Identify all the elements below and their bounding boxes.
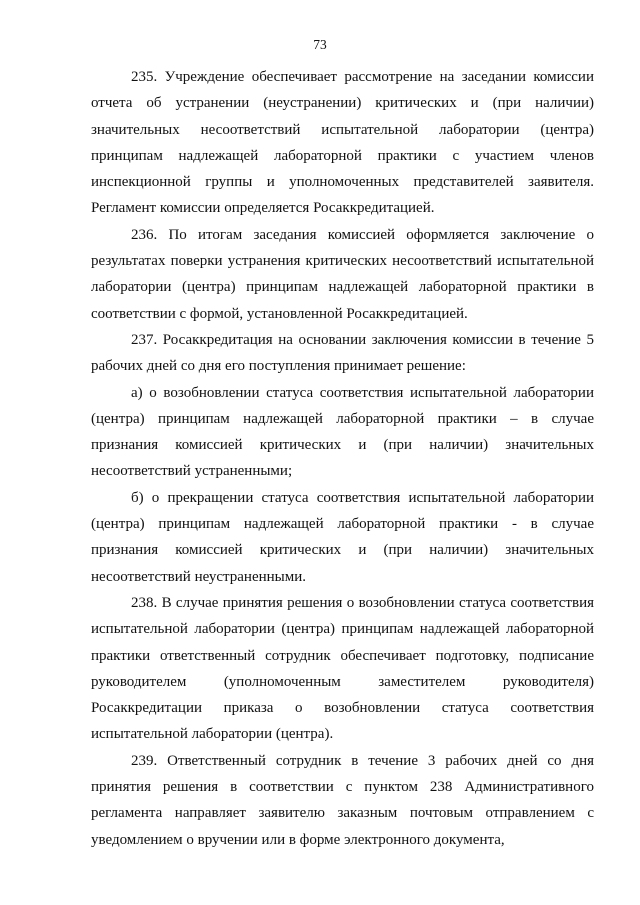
paragraph-237-b: б) о прекращении статуса соответствия испытательной лаборатории (центра) принципам надлежащей лабораторной практики - в случае признания комиссией критических и (при наличии) значительных несоответствий неустраненными. xyxy=(91,489,594,585)
paragraph-237: 237. Росаккредитация на основании заключения комиссии в течение 5 рабочих дней со дня его поступления принимает решение: xyxy=(91,331,594,375)
paragraph-238: 238. В случае принятия решения о возобновлении статуса соответствия испытательной лаборатории (центра) принципам надлежащей лабораторной практики ответственный сотрудник обеспечивает подготовку, подписание руководителем (уполномоченным заместителем руководителя) Росаккредитации приказа о возобновлении статуса соответствия испытательной лаборатории (центра). xyxy=(91,594,594,743)
paragraph-235: 235. Учреждение обеспечивает рассмотрение на заседании комиссии отчета об устранении (неустранении) критических и (при наличии) значительных несоответствий испытательной лаборатории (центра) принципам надлежащей лабораторной практики с участием членов инспекционной группы и уполномоченных представителей заявителя. Регламент комиссии определяется Росаккредитацией. xyxy=(91,69,594,217)
paragraph-236: 236. По итогам заседания комиссией оформляется заключение о результатах поверки устранения критических несоответствий испытательной лаборатории (центра) принципам надлежащей лабораторной практики в соответствии с формой, установленной Росаккредитацией. xyxy=(91,226,594,322)
page-number: 73 xyxy=(313,37,327,52)
document-body xyxy=(91,64,594,853)
paragraph-237-a: а) о возобновлении статуса соответствия испытательной лаборатории (центра) принципам надлежащей лабораторной практики – в случае признания комиссией критических и (при наличии) значительных несоответствий устраненными; xyxy=(91,384,594,480)
paragraph-239: 239. Ответственный сотрудник в течение 3 рабочих дней со дня принятия решения в соответствии с пунктом 238 Административного регламента направляет заявителю заказным почтовым отправлением с уведомлением о вручении или в форме электронного документа, xyxy=(91,752,594,848)
